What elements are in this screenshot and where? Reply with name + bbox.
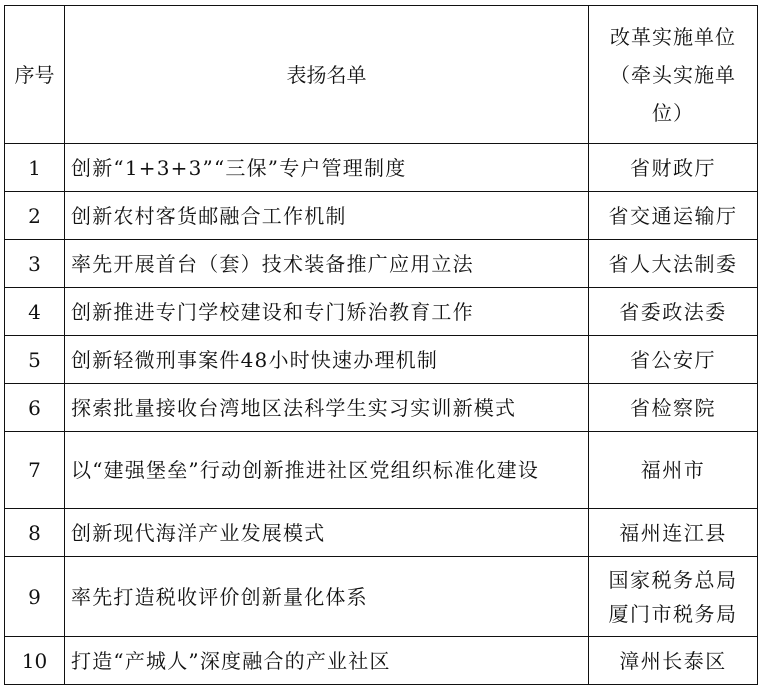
- row-no: 1: [5, 144, 65, 192]
- row-name: 率先打造税收评价创新量化体系: [65, 557, 589, 637]
- row-no: 7: [5, 432, 65, 509]
- row-name: 率先开展首台（套）技术装备推广应用立法: [65, 240, 589, 288]
- row-no: 8: [5, 509, 65, 557]
- table-row: [5, 288, 758, 336]
- table-row: [5, 144, 758, 192]
- row-unit: 省公安厅: [589, 336, 758, 384]
- header-name: 表扬名单: [65, 6, 589, 144]
- table-row: [5, 432, 758, 509]
- table-row: [5, 637, 758, 685]
- row-unit: 福州连江县: [589, 509, 758, 557]
- row-unit-line: 国家税务总局: [608, 567, 738, 592]
- row-no: 2: [5, 192, 65, 240]
- row-unit: 福州市: [589, 432, 758, 509]
- table-row: [5, 557, 758, 637]
- row-name: 创新“1+3+3”“三保”专户管理制度: [65, 144, 589, 192]
- row-name: 创新现代海洋产业发展模式: [65, 509, 589, 557]
- row-unit-line: 厦门市税务局: [608, 601, 738, 626]
- row-unit: 省人大法制委: [589, 240, 758, 288]
- row-no: 3: [5, 240, 65, 288]
- row-unit: 省检察院: [589, 384, 758, 432]
- table-header-row: [5, 6, 758, 144]
- row-unit: 省交通运输厅: [589, 192, 758, 240]
- row-name: 创新轻微刑事案件48小时快速办理机制: [65, 336, 589, 384]
- award-table: [4, 5, 758, 685]
- table-row: [5, 384, 758, 432]
- table-row: [5, 192, 758, 240]
- row-no: 6: [5, 384, 65, 432]
- row-name: 创新农村客货邮融合工作机制: [65, 192, 589, 240]
- table-row: [5, 336, 758, 384]
- row-name: 打造“产城人”深度融合的产业社区: [65, 637, 589, 685]
- row-unit: 漳州长泰区: [589, 637, 758, 685]
- row-no: 10: [5, 637, 65, 685]
- row-no: 5: [5, 336, 65, 384]
- row-unit: 省委政法委: [589, 288, 758, 336]
- row-unit: [589, 557, 758, 637]
- row-name: 以“建强堡垒”行动创新推进社区党组织标准化建设: [65, 432, 589, 509]
- row-no: 9: [5, 557, 65, 637]
- header-no: 序号: [5, 6, 65, 144]
- row-no: 4: [5, 288, 65, 336]
- row-name: 创新推进专门学校建设和专门矫治教育工作: [65, 288, 589, 336]
- header-unit: 改革实施单位（牵头实施单位）: [589, 6, 758, 144]
- row-unit: 省财政厅: [589, 144, 758, 192]
- row-name: 探索批量接收台湾地区法科学生实习实训新模式: [65, 384, 589, 432]
- table-row: [5, 240, 758, 288]
- table-row: [5, 509, 758, 557]
